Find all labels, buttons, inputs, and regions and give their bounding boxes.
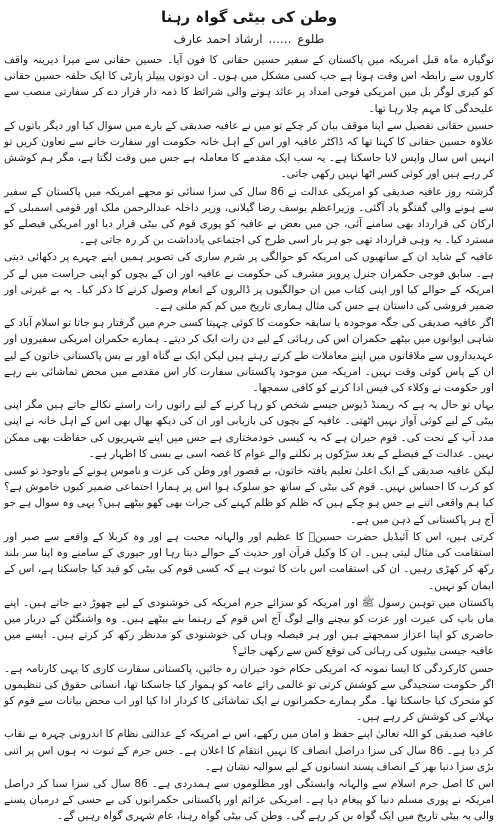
body-paragraph: حسین حقانی تفصیل سے اپنا موقف بیان کر چکے تو میں نے عافیہ صدیقی کے بارے میں سوال کیا اور دیگر باتوں کے علاوہ حسین حقانی کا کہنا تھا کہ ڈاکٹر عافیہ اور اس کے اہل خانہ حکومت اور سفارت خانے سے تعاون کریں تو انہیں اس سال واپس لایا جاسکتا ہے۔ یہ سب ایک مقدمے کا معاملہ ہے جس میں وقت لگتا ہے، مگر ہم کوشش کر رہے ہیں اور کوئی کسر اٹھا نہیں رکھی جاتی۔ <box>4 119 494 181</box>
body-paragraph: اگر عافیہ صدیقی کی جگہ موجودہ یا سابقہ حکومت کا کوئی چہیتا کسی جرم میں گرفتار ہو جاتا تو اسلام آباد کے شاہی ایوانوں میں بیٹھے حکمران اس کی رہائی کے لیے دن رات ایک کر دیتے۔ ہمارے حکمران امریکی سفیروں اور عہدیداروں سے ملاقاتوں میں اپنے معاملات طے کرتے رہتے ہیں لیکن ایک بے گناہ اور بے بس پاکستانی خاتون کے لیے ان کے پاس کوئی وقت نہیں۔ امریکہ میں موجود پاکستانی سفارت کار اس مقدمے میں محض تماشائی بنے رہے اور حکومت نے وکلاء کی فیس ادا کرنے کو کافی سمجھا۔ <box>4 317 494 395</box>
byline <box>4 30 494 48</box>
body-paragraph: عافیہ صدیقی کو اللہ تعالیٰ اپنے حفظ و امان میں رکھے، اس نے امریکہ کے عدالتی نظام کا اندرونی چہرہ بے نقاب کر دیا ہے۔ 86 سال کی سزا دراصل انصاف کا نہیں انتقام کا اعلان ہے۔ جس جرم کے ثبوت نہ ہوں اس پر اتنی بڑی سزا دنیا بھر کے انصاف پسند انسانوں کے لیے سوالیہ نشان ہے۔ <box>4 728 494 773</box>
byline-separator: ...... <box>268 32 292 46</box>
body-paragraph: عافیہ کے شاید ان کے ساتھیوں کی امریکہ کو حوالگی پر شرم ساری کی تصویر ہمیں اپنے چہرے پر دکھائی دیتی ہے۔ سابق فوجی حکمران جنرل پرویز مشرف کی حکومت نے عافیہ اور ان کے بچوں کو اپنی حراست میں لے کر امریکہ کے حوالے کیا اور اپنی کتاب میں ان حوالگیوں پر ڈالروں کے انعام وصول کرنے کا ذکر کیا۔ یہ بے غیرتی اور ضمیر فروشی کی داستان ہے جس کی مثال ہماری تاریخ میں کم کم ملتی ہے۔ <box>4 251 494 313</box>
article-body <box>4 52 494 825</box>
body-paragraph: کرتی ہیں، اس کا آئیڈیل حضرت حسینؓ کا عظیم اور والہانہ محبت ہے اور وہ کربلا کے واقعے سے صبر اور استقامت کی مثال لیتی ہیں۔ ان کا وکیل قرآن اور حدیث کے حوالے دیتا رہا اور جیوری کے سامنے وہ اپنا سر بلند رکھ کر کھڑی رہیں۔ ان کی استقامت اس بات کا ثبوت ہے کہ کسی قوم کی بیٹی کو قید کیا جاسکتا ہے، اس کے ایمان کو نہیں۔ <box>4 530 494 592</box>
body-paragraph: لیکن عافیہ صدیقی کے ایک اعلیٰ تعلیم یافتہ خاتون، بے قصور اور وطن کی عزت و ناموس ہونے کے باوجود تو کسی کو کرب کا احساس نہیں۔ قوم کی بیٹی کے ساتھ جو سلوک ہوا اس پر ہمارا اجتماعی ضمیر کیوں خاموش ہے؟ کیا ہم واقعی اتنے بے حس ہو چکے ہیں کہ ظلم کو ظلم کہنے کی جرات بھی کھو بیٹھے ہیں؟ یہی وہ سوال ہے جو آج ہر پاکستانی کے ذہن میں ہے۔ <box>4 465 494 526</box>
body-paragraph: یہاں تو حال یہ ہے کہ ریمنڈ ڈیوس جیسے شخص کو رہا کرنے کے لیے راتوں رات راستے نکالے جاتے ہیں مگر اپنی بیٹی کے لیے کوئی آواز نہیں اٹھتی۔ عافیہ کے بچوں کی بازیابی اور ان کی دیکھ بھال بھی اس کے اہل خانہ نے اپنی مدد آپ کے تحت کی۔ قوم حیران ہے کہ یہ کیسی خودمختاری ہے جس میں اپنے شہریوں کی حفاظت بھی ممکن نہیں۔ عدالت کے فیصلے کے بعد سڑکوں پر نکلنے والے عوام کا غصہ اسی بے بسی کا اظہار ہے۔ <box>4 399 494 460</box>
body-paragraph: گزشتہ روز عافیہ صدیقی کو امریکی عدالت نے 86 سال کی سزا سنائی تو مجھے امریکہ میں پاکستان کے سفیر سے ہونے والی گفتگو یاد آگئی۔ وزیراعظم یوسف رضا گیلانی، وزیر داخلہ عبدالرحمن ملک اور قومی اسمبلی کے ارکان کی قرارداد بھی سامنے آئی، جن میں بعض نے عافیہ کو پوری قوم کی بیٹی قرار دیا اور امریکی فیصلے کو مسترد کیا۔ یہ وہی قرارداد تھی جو ہر بار اسی طرح کی اجتماعی یادداشت بن کر رہ جاتی ہے۔ <box>4 185 494 247</box>
author-name: ارشاد احمد عارف <box>173 32 263 46</box>
body-paragraph: حسن کارکردگی کا ایسا نمونہ کہ امریکی حکام خود حیران رہ جائیں، پاکستانی سفارت کاری کا یہی کارنامہ ہے۔ اگر حکومت سنجیدگی سے کوشش کرتی تو عالمی رائے عامہ کو ہموار کیا جاسکتا تھا، انسانی حقوق کی تنظیموں کو متحرک کیا جاسکتا تھا۔ مگر ہمارے حکمرانوں نے ایک تماشائی کا کردار ادا کیا اور اب محض بیانات سے قوم کو بہلانے کی کوشش کر رہے ہیں۔ <box>4 662 494 724</box>
body-paragraph: پاکستان میں توہین رسول ﷺ اور امریکہ کو سزائے جرم امریکہ کی خوشنودی کے لیے چھوڑ دیے جاتے ہیں۔ اپنے ماں باپ کی عیرت اور عزت کو بیچنے والے لوگ آج اس قوم کے رہنما بنے بیٹھے ہیں۔ وہ واشنگٹن کے دربار میں حاضری کو اپنا اعزاز سمجھتے ہیں اور ہر فیصلہ وہاں کی خوشنودی کو مدنظر رکھ کر کرتے ہیں۔ ایسے میں عافیہ جیسی بیٹیوں کی رہائی کی توقع کس سے رکھی جائے؟ <box>4 596 494 658</box>
article-title: وطن کی بیٹی گواہ رہنا <box>160 8 338 26</box>
body-paragraph: اس کا اصل جرم اسلام سے والہانہ وابستگی اور مظلوموں سے ہمدردی ہے۔ 86 سال کی سزا سنا کر دراصل امریکہ نے پوری مسلم دنیا کو پیغام دیا ہے۔ امریکی عزائم اور پاکستانی حکمرانوں کی بے حسی کے درمیان پسنے والی یہ بیٹی تاریخ میں ایک گواہ بن کر رہے گی۔ وطن کی بیٹی گواہ رہنا، عام شہری گواہ رہیں گے۔ <box>4 777 494 823</box>
body-paragraph: نوگیارہ ماہ قبل امریکہ میں پاکستان کے سفیر حسین حقانی کا فون آیا۔ حسین حقانی سے میرا دیرینہ واقف کاروں سے رابطہ اس وقت ہوتا ہے جب کسی مشکل میں ہوں۔ ان دونوں پیپلز پارٹی کا ایک حلقہ حسین حقانی کو کیری لوگر بل میں امریکی فوجی امداد پر عائد ہونے والی شرائط کا ذمہ دار قرار دے کر سفارتی منصب سے علیحدگی کا مہم چلا رہا تھا۔ <box>4 54 494 115</box>
column-dateline: طلوع <box>297 32 325 46</box>
